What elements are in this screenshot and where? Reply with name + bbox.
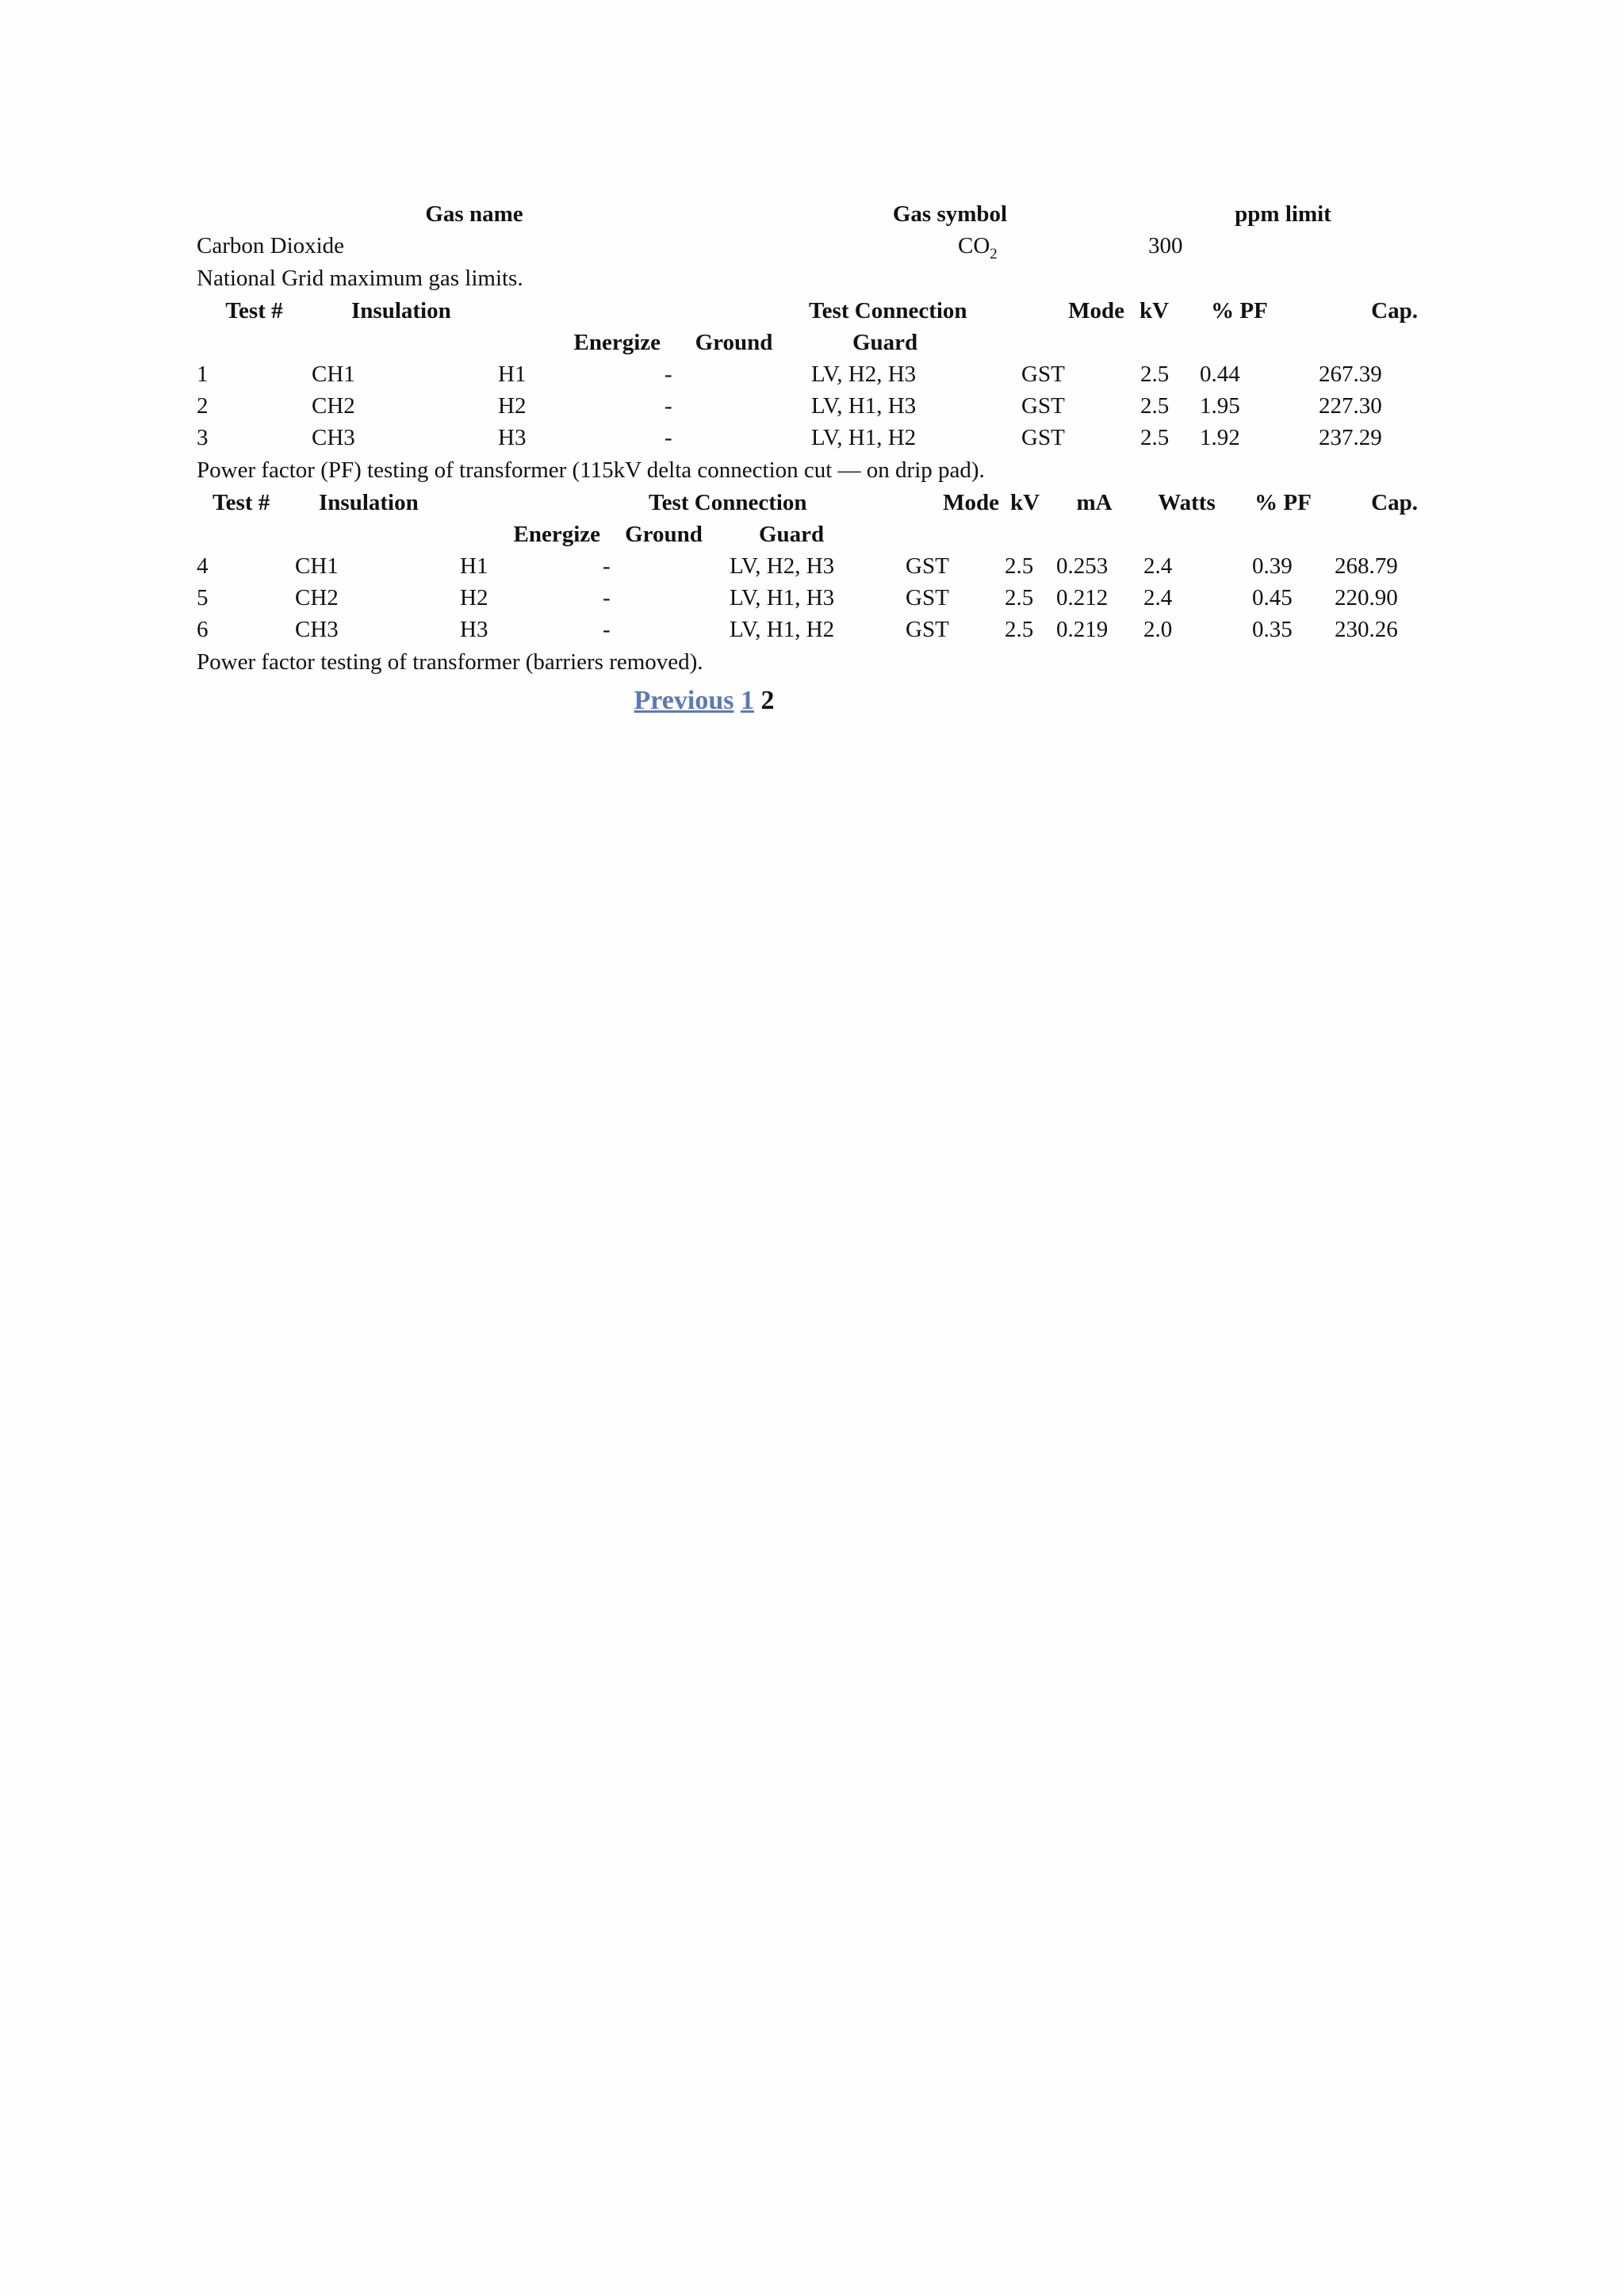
test-number-cell: 1	[197, 362, 209, 387]
watts-cell: 2.4	[1143, 585, 1173, 610]
document-page	[197, 198, 1418, 723]
pf-cell: 0.45	[1252, 585, 1293, 610]
kv-cell: 2.5	[1005, 585, 1034, 610]
energize-cell: H2	[460, 585, 488, 610]
mode-cell: GST	[906, 585, 949, 610]
header-cap: Cap.	[1371, 490, 1418, 515]
header-ground: Ground	[695, 330, 773, 355]
pf1-header-row-1	[197, 295, 1418, 327]
test-number-cell: 3	[197, 425, 209, 450]
pagination	[0, 679, 1418, 723]
page-1-link[interactable]: 1	[740, 686, 754, 715]
header-cap: Cap.	[1371, 298, 1418, 323]
table-row	[197, 550, 1418, 582]
current-page-2: 2	[760, 686, 775, 715]
header-pf: % PF	[1254, 490, 1312, 515]
ma-cell: 0.253	[1056, 553, 1109, 579]
pf-cell: 0.44	[1200, 362, 1240, 387]
kv-cell: 2.5	[1140, 425, 1170, 450]
test-number-cell: 5	[197, 585, 209, 610]
watts-cell: 2.0	[1143, 617, 1173, 642]
pf2-header-row-2	[197, 519, 1418, 550]
gas-table-caption: National Grid maximum gas limits.	[197, 266, 523, 291]
mode-cell: GST	[1021, 393, 1065, 419]
cap-cell: 267.39	[1319, 362, 1382, 387]
previous-page-link[interactable]: Previous	[634, 686, 734, 715]
energize-cell: H3	[460, 617, 488, 642]
pf-cell: 0.35	[1252, 617, 1293, 642]
guard-cell: LV, H1, H3	[811, 393, 917, 419]
kv-cell: 2.5	[1005, 553, 1034, 579]
ground-cell: -	[603, 585, 611, 610]
cap-cell: 227.30	[1319, 393, 1382, 419]
header-test-number: Test #	[225, 298, 283, 323]
insulation-cell: CH2	[295, 585, 339, 610]
insulation-cell: CH3	[312, 425, 355, 450]
energize-cell: H1	[460, 553, 488, 579]
gas-table-header-row	[197, 198, 1418, 230]
header-test-number: Test #	[213, 490, 270, 515]
pf-table-1-caption: Power factor (PF) testing of transformer (115kV delta connection cut — on drip pad).	[197, 457, 985, 483]
header-test-connection: Test Connection	[809, 298, 967, 323]
pf1-header-row-2	[197, 327, 1418, 358]
gas-name-cell: Carbon Dioxide	[197, 233, 345, 258]
pf-cell: 1.92	[1200, 425, 1240, 450]
header-kv: kV	[1139, 298, 1170, 323]
pf-cell: 1.95	[1200, 393, 1240, 419]
header-insulation: Insulation	[319, 490, 419, 515]
pf2-header-row-1	[197, 487, 1418, 519]
ground-cell: -	[665, 393, 672, 419]
header-pf: % PF	[1211, 298, 1268, 323]
energize-cell: H2	[498, 393, 527, 419]
table-row	[197, 358, 1418, 390]
insulation-cell: CH3	[295, 617, 339, 642]
test-number-cell: 6	[197, 617, 209, 642]
guard-cell: LV, H1, H3	[730, 585, 835, 610]
table-row	[197, 614, 1418, 645]
guard-cell: LV, H2, H3	[811, 362, 917, 387]
header-insulation: Insulation	[351, 298, 451, 323]
header-energize: Energize	[513, 522, 600, 547]
mode-cell: GST	[906, 553, 949, 579]
header-mode: Mode	[1068, 298, 1124, 323]
watts-cell: 2.4	[1143, 553, 1173, 579]
guard-cell: LV, H1, H2	[811, 425, 917, 450]
table-row	[197, 582, 1418, 614]
pf-test-table-2	[197, 487, 1418, 645]
header-ma: mA	[1076, 490, 1113, 515]
kv-cell: 2.5	[1005, 617, 1034, 642]
cap-cell: 220.90	[1335, 585, 1398, 610]
cap-cell: 230.26	[1335, 617, 1398, 642]
header-watts: Watts	[1158, 490, 1216, 515]
gas-symbol-subscript: 2	[990, 245, 998, 262]
ground-cell: -	[603, 553, 611, 579]
cap-cell: 268.79	[1335, 553, 1398, 579]
mode-cell: GST	[906, 617, 949, 642]
header-mode: Mode	[943, 490, 999, 515]
header-gas-symbol: Gas symbol	[892, 201, 1008, 227]
gas-limits-table	[197, 198, 1418, 262]
header-kv: kV	[1009, 490, 1040, 515]
header-test-connection: Test Connection	[649, 490, 807, 515]
test-number-cell: 4	[197, 553, 209, 579]
table-row	[197, 422, 1418, 453]
header-ground: Ground	[625, 522, 703, 547]
table-row	[197, 390, 1418, 422]
gas-symbol-cell	[752, 230, 1148, 262]
ppm-limit-cell: 300	[1148, 233, 1183, 258]
test-number-cell: 2	[197, 393, 209, 419]
header-ppm-limit: ppm limit	[1235, 201, 1331, 227]
header-gas-name: Gas name	[425, 201, 523, 227]
pf-test-table-1	[197, 295, 1418, 453]
kv-cell: 2.5	[1140, 393, 1170, 419]
mode-cell: GST	[1021, 362, 1065, 387]
energize-cell: H1	[498, 362, 527, 387]
ground-cell: -	[665, 425, 672, 450]
insulation-cell: CH2	[312, 393, 355, 419]
energize-cell: H3	[498, 425, 527, 450]
table-row	[197, 230, 1418, 262]
pf-table-2-caption: Power factor testing of transformer (barriers removed).	[197, 649, 703, 675]
kv-cell: 2.5	[1140, 362, 1170, 387]
ground-cell: -	[603, 617, 611, 642]
header-guard: Guard	[759, 522, 825, 547]
ma-cell: 0.219	[1056, 617, 1109, 642]
mode-cell: GST	[1021, 425, 1065, 450]
gas-symbol-base: CO	[958, 233, 990, 258]
header-energize: Energize	[573, 330, 661, 355]
guard-cell: LV, H1, H2	[730, 617, 835, 642]
header-guard: Guard	[852, 330, 918, 355]
ma-cell: 0.212	[1056, 585, 1109, 610]
ground-cell: -	[665, 362, 672, 387]
insulation-cell: CH1	[312, 362, 355, 387]
guard-cell: LV, H2, H3	[730, 553, 835, 579]
cap-cell: 237.29	[1319, 425, 1382, 450]
pf-cell: 0.39	[1252, 553, 1293, 579]
insulation-cell: CH1	[295, 553, 339, 579]
